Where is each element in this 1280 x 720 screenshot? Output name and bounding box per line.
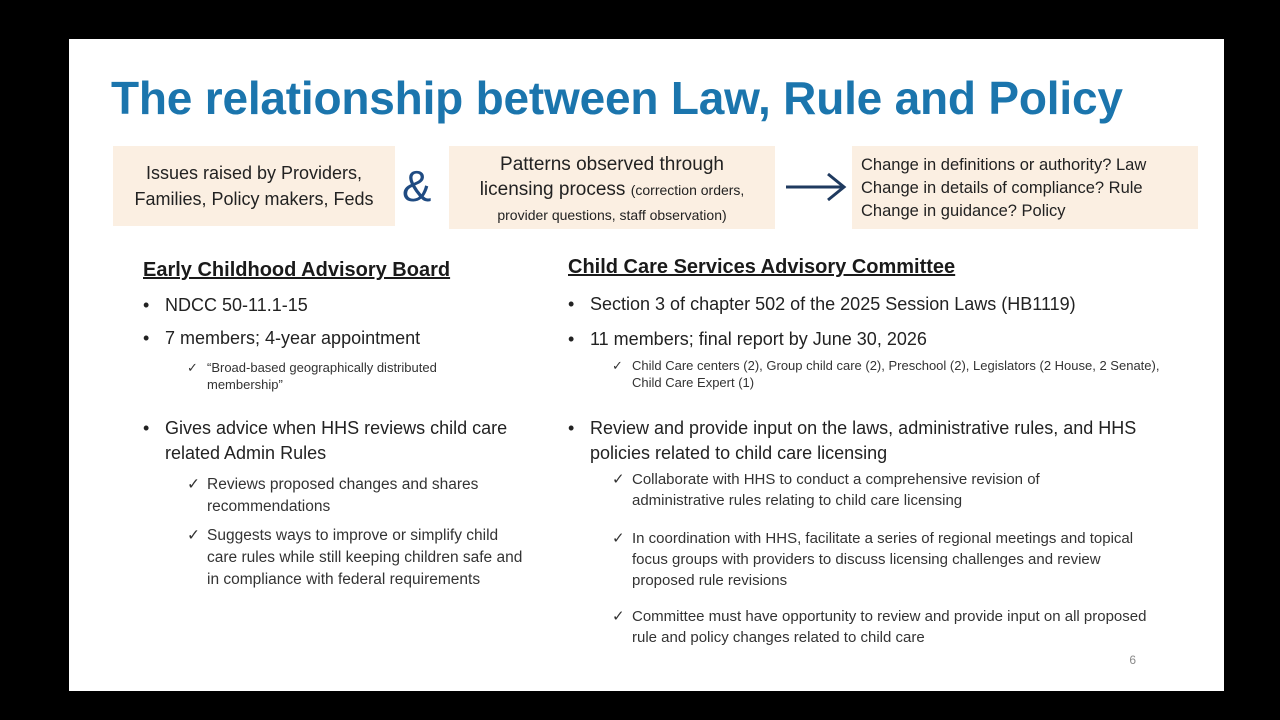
patterns-small-1: (correction orders,: [630, 182, 745, 198]
ccsac-members-sub-text: Child Care centers (2), Group child care (2), Preschool (2), Legislators (2 House, 2 Senate), Child Care Expert (1): [632, 358, 1160, 390]
ccsac-review-sub-3-text: Committee must have opportunity to review and provide input on all proposed rule and policy changes related to child care: [632, 608, 1147, 646]
ccsac-bullet-review: [568, 416, 1170, 466]
right-arrow-icon: [784, 172, 848, 202]
ecab-bullet-ndcc: [143, 293, 545, 318]
ccsac-review-sub-2: [612, 528, 1167, 591]
ecab-members-text: 7 members; 4-year appointment: [165, 328, 421, 348]
ecab-advice-sub-2: [187, 525, 532, 591]
ccsac-section-text: Section 3 of chapter 502 of the 2025 Session Laws (HB1119): [590, 294, 1076, 314]
ccsac-review-sub-1: [612, 469, 1132, 511]
patterns-line-1: Patterns observed through: [500, 154, 724, 175]
ccsac-review-sub-2-text: In coordination with HHS, facilitate a series of regional meetings and topical focus groups with providers to discuss licensing challenges and review proposed rule revisions: [632, 530, 1134, 589]
issues-line-1: Issues raised by Providers,: [145, 163, 363, 183]
bullet-icon: •: [568, 418, 575, 438]
slide-title: The relationship between Law, Rule and Policy: [111, 72, 1123, 124]
check-icon: ✓: [612, 530, 625, 547]
ecab-members-sub-text: “Broad-based geographically distributed membership”: [207, 360, 437, 392]
patterns-line-2: [449, 177, 775, 203]
ecab-advice-text: Gives advice when HHS reviews child care related Admin Rules: [165, 418, 508, 463]
bullet-icon: •: [143, 328, 150, 348]
patterns-main-2: licensing process: [479, 179, 626, 200]
ampersand-symbol: &: [402, 162, 432, 211]
ccsac-members-sub: [612, 357, 1167, 391]
bullet-icon: •: [568, 329, 575, 349]
issues-line-2: Families, Policy makers, Feds: [134, 189, 374, 209]
ccsac-heading: Child Care Services Advisory Committee: [568, 256, 956, 278]
bullet-icon: •: [143, 295, 150, 315]
ccsac-review-sub-1-text: Collaborate with HHS to conduct a comprehensive revision of administrative rules relating to child care licensing: [632, 471, 1040, 509]
check-icon: ✓: [187, 476, 200, 493]
patterns-small-2: provider questions, staff observation): [497, 207, 727, 223]
ccsac-members-text: 11 members; final report by June 30, 2026: [590, 329, 927, 349]
change-policy: Change in guidance? Policy: [861, 202, 1066, 220]
change-box: [852, 146, 1198, 229]
ccsac-bullet-section: [568, 292, 1170, 317]
check-icon: ✓: [612, 471, 625, 488]
slide: [69, 39, 1224, 691]
ecab-heading: Early Childhood Advisory Board: [143, 259, 451, 281]
ccsac-review-sub-3: [612, 606, 1167, 648]
patterns-box: [449, 146, 775, 229]
change-law: Change in definitions or authority? Law: [861, 156, 1147, 174]
ecab-bullet-advice: [143, 416, 545, 466]
ccsac-review-text: Review and provide input on the laws, administrative rules, and HHS policies related to child care licensing: [590, 418, 1137, 463]
check-icon: ✓: [612, 358, 623, 373]
bullet-icon: •: [568, 294, 575, 314]
ecab-advice-sub-2-text: Suggests ways to improve or simplify child care rules while still keeping children safe and in compliance with federal requirements: [207, 527, 523, 588]
page-number: 6: [1129, 653, 1136, 667]
ecab-members-sub: [187, 359, 497, 393]
change-rule: Change in details of compliance? Rule: [861, 179, 1143, 197]
ecab-ndcc-text: NDCC 50-11.1-15: [165, 295, 308, 315]
ecab-bullet-members: [143, 326, 545, 351]
bullet-icon: •: [143, 418, 150, 438]
ecab-advice-sub-1: [187, 474, 527, 518]
check-icon: ✓: [612, 608, 625, 625]
ccsac-bullet-members: [568, 327, 1170, 352]
check-icon: ✓: [187, 527, 200, 544]
ecab-advice-sub-1-text: Reviews proposed changes and shares recommendations: [207, 476, 479, 515]
issues-box: [113, 146, 395, 226]
check-icon: ✓: [187, 360, 198, 375]
